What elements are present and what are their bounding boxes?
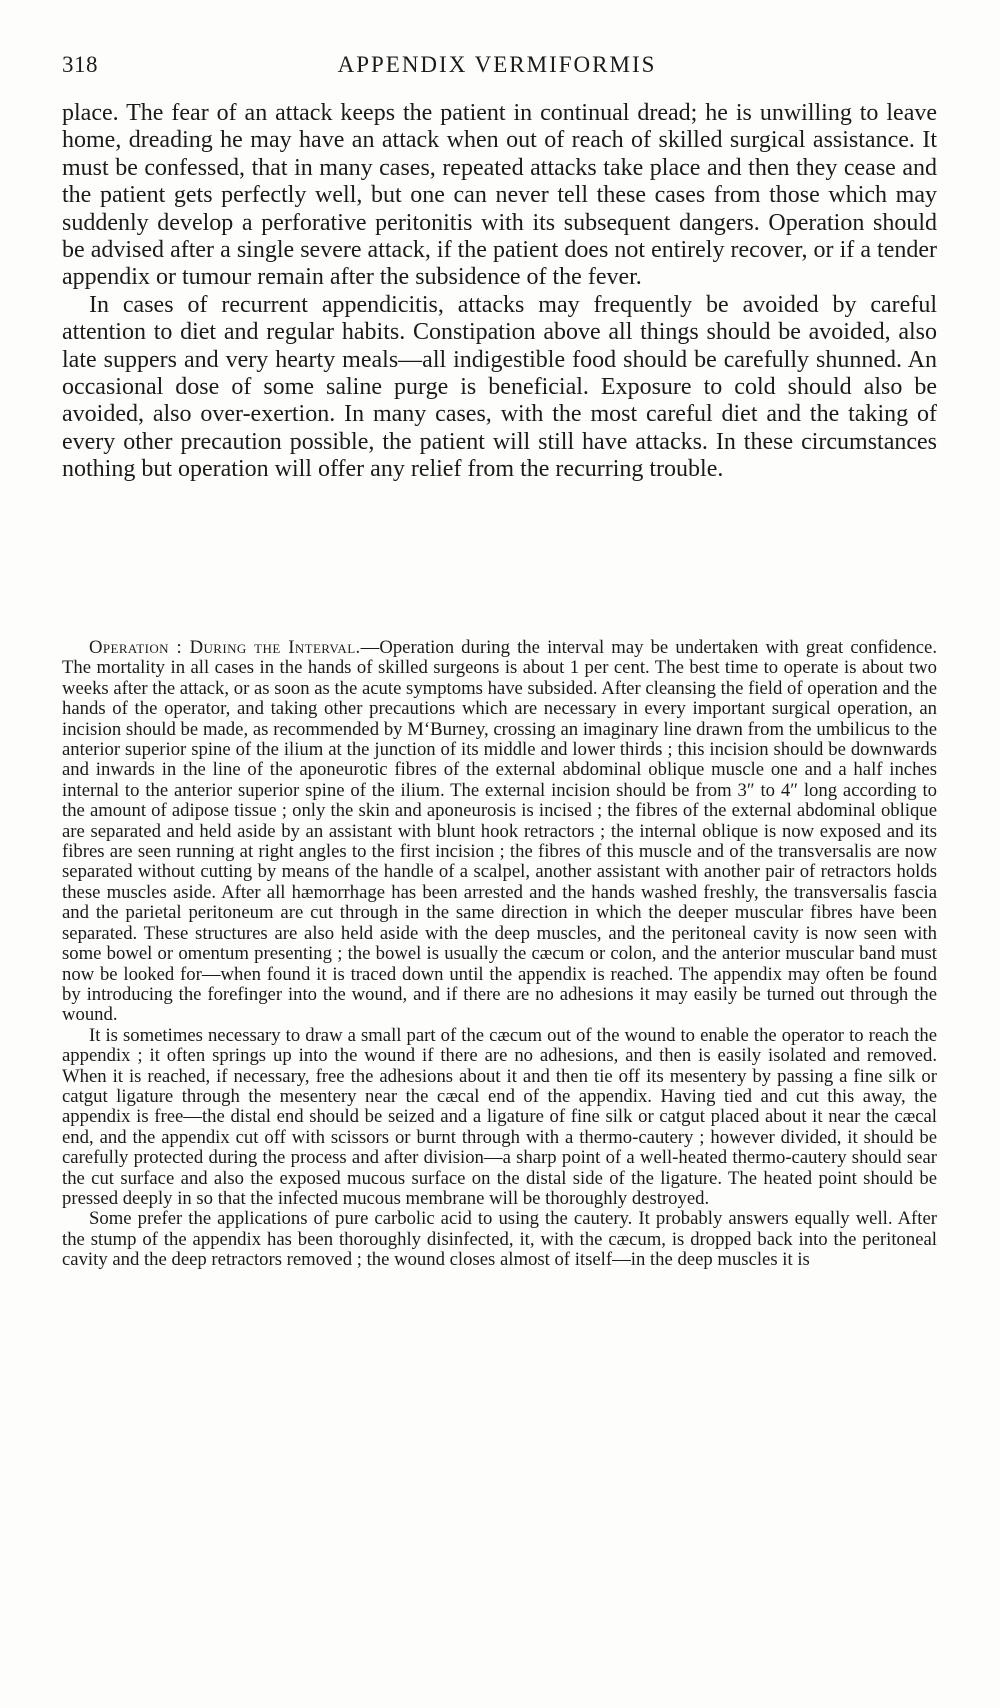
paragraph-caecum-traction: It is sometimes necessary to draw a small part of the cæcum out of the wound to enable the operator to reach the appendix ; it often springs up into the wound if there are no adhesions, and then is easily isolated and removed. When it is reached, if necessary, free the adhesions about it and then tie off its mesentery by passing a fine silk or catgut ligature through the mesentery near the cæcal end of the appendix. Having tied and cut this away, the appendix is free—the distal end should be seized and a ligature of fine silk or catgut placed about it near the cæcal end, and the appendix cut off with scissors or burnt through with a thermo-cautery ; however divided, it should be carefully protected during the process and after division—a sharp point of a well-heated thermo-cautery should sear the cut surface and also the exposed mucous surface on the distal side of the ligature. The heated point should be pressed deeply in so that the infected mucous membrane will be thoroughly destroyed.: [62, 1024, 937, 1209]
main-body-large-type: [62, 100, 937, 484]
paragraph-recurrent-appendicitis: In cases of recurrent appendicitis, attacks may frequently be avoided by careful attention to diet and regular habits. Constipation above all things should be avoided, also late suppers and very hearty meals—all indigestible food should be carefully shunned. An occasional dose of some saline purge is beneficial. Exposure to cold should also be avoided, also over-exertion. In many cases, with the most careful diet and the taking of every other precaution possible, the patient will still have attacks. In these circumstances nothing but operation will offer any relief from the recurring trouble.: [62, 291, 937, 483]
paragraph-carbolic-acid: Some prefer the applications of pure carbolic acid to using the cautery. It probably answers equally well. After the stump of the appendix has been thoroughly disinfected, it, with the cæcum, is dropped back into the peritoneal cavity and the deep retractors removed ; the wound closes almost of itself—in the deep muscles it is: [62, 1208, 937, 1271]
paragraph-operation-interval: [62, 638, 937, 1026]
main-body-small-type: [62, 638, 937, 1271]
section-heading: Operation : During the Interval.: [89, 637, 361, 658]
page-number: 318: [62, 52, 98, 77]
paragraph-attack-dread: place. The fear of an attack keeps the patient in continual dread; he is unwilling to leave home, dreading he may have an attack when out of reach of skilled surgical assistance. It must be confessed, that in many cases, repeated attacks take place and then they cease and the patient gets perfectly well, but one can never tell these cases from those which may suddenly develop a perforative peritonitis with its subsequent dangers. Operation should be advised after a single severe attack, if the patient does not entirely recover, or if a tender appendix or tumour remain after the subsidence of the fever.: [62, 100, 937, 291]
page-header: [62, 52, 932, 86]
paragraph-operation-interval-body: —Operation during the interval may be undertaken with great confidence. The mortality in all cases in the hands of skilled surgeons is about 1 per cent. The best time to operate is about two weeks after the attack, or as soon as the acute symptoms have subsided. After cleansing the field of operation and the hands of the operator, and taking other precautions which are necessary in every important surgical operation, an incision should be made, as recommended by M‘Burney, crossing an imaginary line drawn from the umbilicus to the anterior superior spine of the ilium at the junction of its middle and lower thirds ; this incision should be downwards and inwards in the line of the aponeurotic fibres of the external abdominal oblique muscle one and a half inches internal to the anterior superior spine of the ilium. The external incision should be from 3″ to 4″ long according to the amount of adipose tissue ; only the skin and aponeurosis is incised ; the fibres of the external abdominal oblique are separated and held aside by an assistant with blunt hook retractors ; the internal oblique is now exposed and its fibres are seen running at right angles to the first incision ; the fibres of this muscle and of the transversalis are now separated without cutting by means of the handle of a scalpel, another assistant with another pair of retractors holds these muscles aside. After all hæmorrhage has been arrested and the hands washed freshly, the transversalis fascia and the parietal peritoneum are cut through in the same direction in which the deeper muscular fibres have been separated. These structures are also held aside with the deep muscles, and the peritoneal cavity is now seen with some bowel or omentum presenting ; the bowel is usually the cæcum or colon, and the anterior muscular band must now be looked for—when found it is traced down until the appendix is reached. The appendix may often be found by introducing the forefinger into the wound, and if there are no adhesions it may easily be turned out through the wound.: [62, 637, 937, 1026]
running-title: APPENDIX VERMIFORMIS: [337, 52, 657, 77]
